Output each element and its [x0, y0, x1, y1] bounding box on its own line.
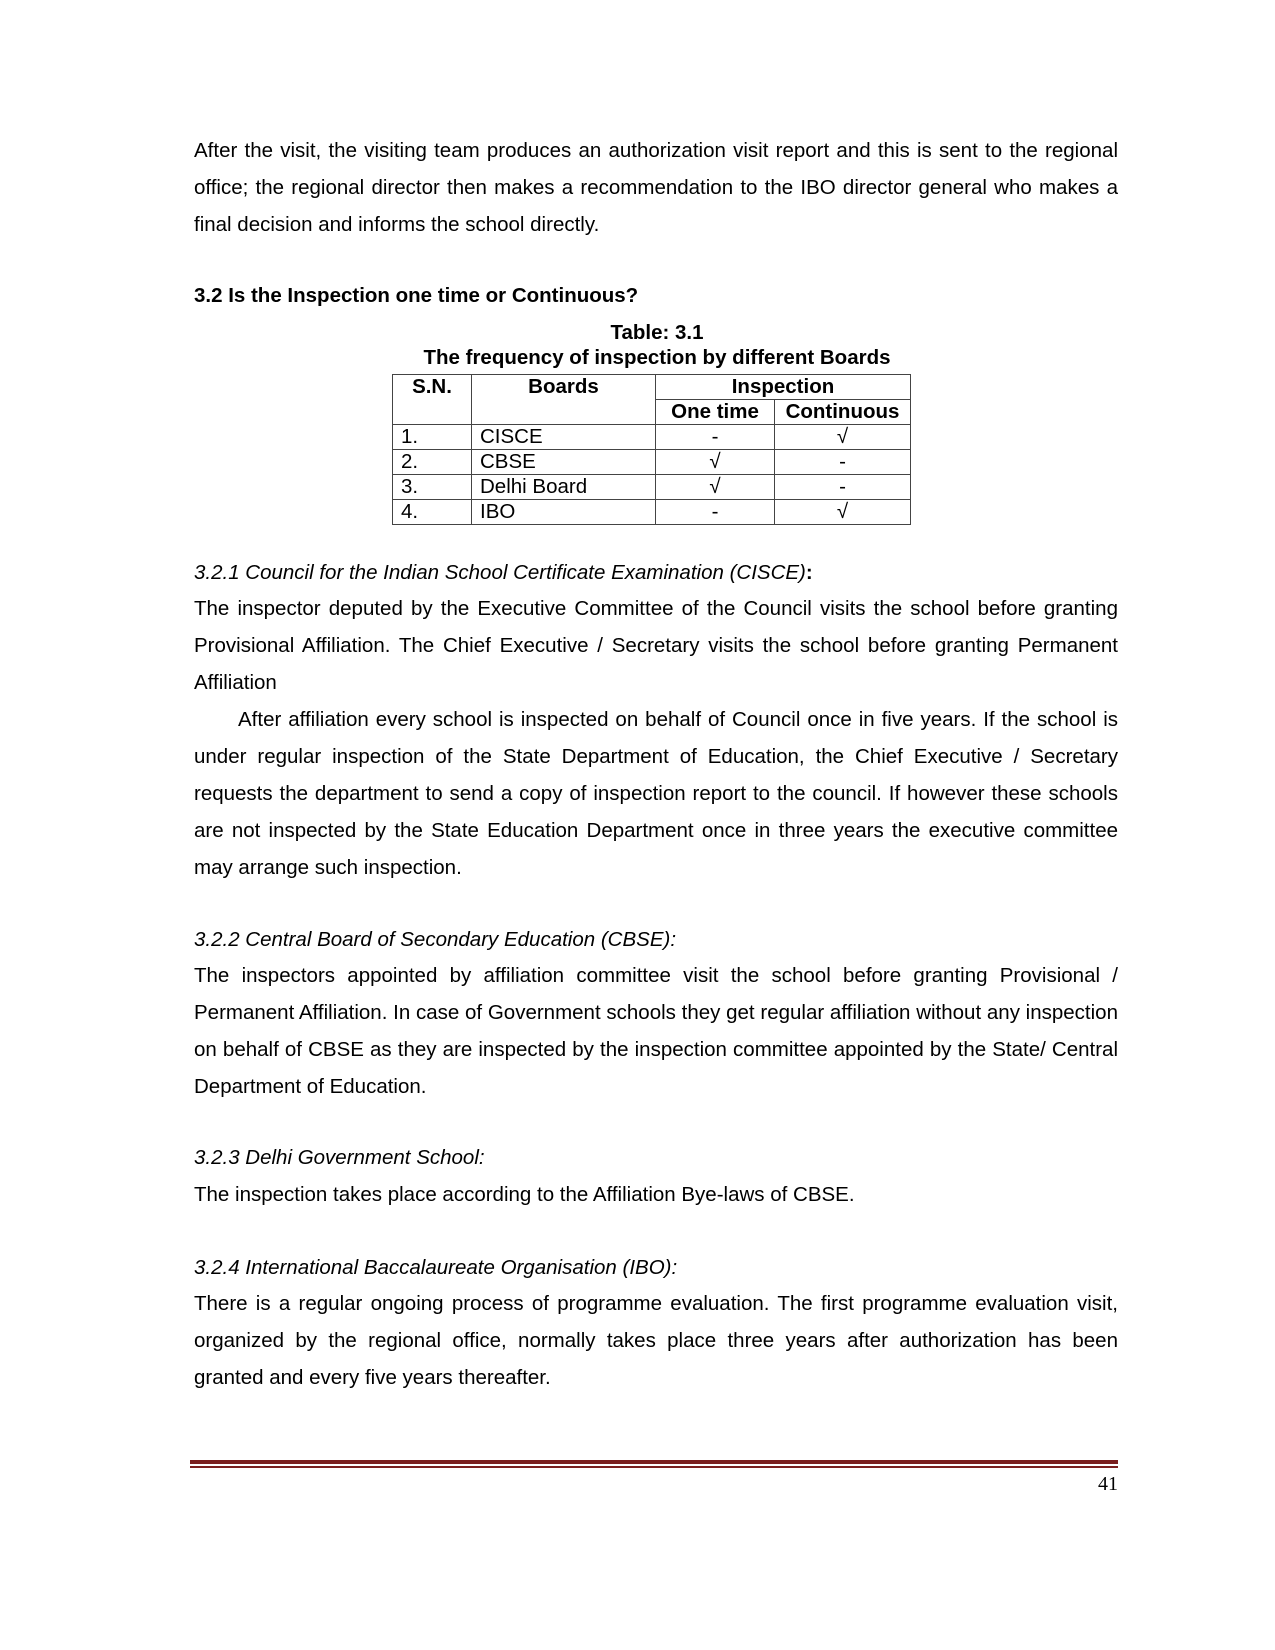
cisce-heading [194, 561, 813, 585]
table-row [393, 425, 911, 450]
cell-one-time: √ [656, 450, 775, 475]
footer-rule-thin [190, 1466, 1118, 1468]
cisce-paragraph-2: After affiliation every school is inspected on behalf of Council once in five years. If the school is under regular inspection of the State Department of Education, the Chief Executive / Secretary requests the department to send a copy of inspection report to the council. If however these schools are not inspected by the State Education Department once in three years the executive committee may arrange such inspection. [194, 708, 1118, 879]
cell-one-time: - [656, 500, 775, 525]
cell-sn: 4. [393, 500, 472, 525]
cell-continuous: √ [775, 500, 911, 525]
cell-sn: 3. [393, 475, 472, 500]
frequency-table [392, 374, 911, 525]
table-row [393, 500, 911, 525]
delhi-heading: 3.2.3 Delhi Government School: [194, 1146, 485, 1169]
cell-board: CISCE [472, 425, 656, 450]
cell-sn: 1. [393, 425, 472, 450]
cell-board: CBSE [472, 450, 656, 475]
cell-continuous: - [775, 450, 911, 475]
cisce-heading-text: 3.2.1 Council for the Indian School Certificate Examination (CISCE) [194, 561, 806, 584]
header-sn: S.N. [393, 375, 472, 425]
table-number: Table: 3.1 [610, 321, 704, 344]
cisce-paragraph-1: The inspector deputed by the Executive Committee of the Council visits the school before granting Provisional Affiliation. The Chief Executive / Secretary visits the school before granting Permanent Affiliation [194, 597, 1118, 694]
cbse-heading: 3.2.2 Central Board of Secondary Education (CBSE): [194, 928, 677, 951]
table-title: The frequency of inspection by different Boards [423, 346, 891, 369]
header-boards: Boards [472, 375, 656, 425]
cell-sn: 2. [393, 450, 472, 475]
cell-continuous: - [775, 475, 911, 500]
cell-one-time: - [656, 425, 775, 450]
table-header-row [393, 375, 911, 400]
ibo-heading: 3.2.4 International Baccalaureate Organisation (IBO): [194, 1256, 678, 1279]
header-inspection: Inspection [656, 375, 911, 400]
header-one-time: One time [656, 400, 775, 425]
cbse-paragraph: The inspectors appointed by affiliation committee visit the school before granting Provisional / Permanent Affiliation. In case of Government schools they get regular affiliation without any inspection on behalf of CBSE as they are inspected by the inspection committee appointed by the State/ Central Department of Education. [194, 964, 1118, 1098]
cell-board: IBO [472, 500, 656, 525]
cell-board: Delhi Board [472, 475, 656, 500]
table-row [393, 475, 911, 500]
delhi-paragraph: The inspection takes place according to the Affiliation Bye-laws of CBSE. [194, 1183, 855, 1206]
footer-rule [190, 1460, 1118, 1464]
header-continuous: Continuous [775, 400, 911, 425]
cell-one-time: √ [656, 475, 775, 500]
intro-paragraph: After the visit, the visiting team produces an authorization visit report and this is sent to the regional office; the regional director then makes a recommendation to the IBO director general who makes a final decision and informs the school directly. [194, 139, 1118, 236]
cell-continuous: √ [775, 425, 911, 450]
section-heading: 3.2 Is the Inspection one time or Continuous? [194, 284, 639, 307]
table-row [393, 450, 911, 475]
ibo-paragraph: There is a regular ongoing process of programme evaluation. The first programme evaluation visit, organized by the regional office, normally takes place three years after authorization has been granted and every five years thereafter. [194, 1292, 1118, 1389]
cisce-heading-colon: : [805, 561, 813, 584]
page-number: 41 [1098, 1473, 1118, 1495]
